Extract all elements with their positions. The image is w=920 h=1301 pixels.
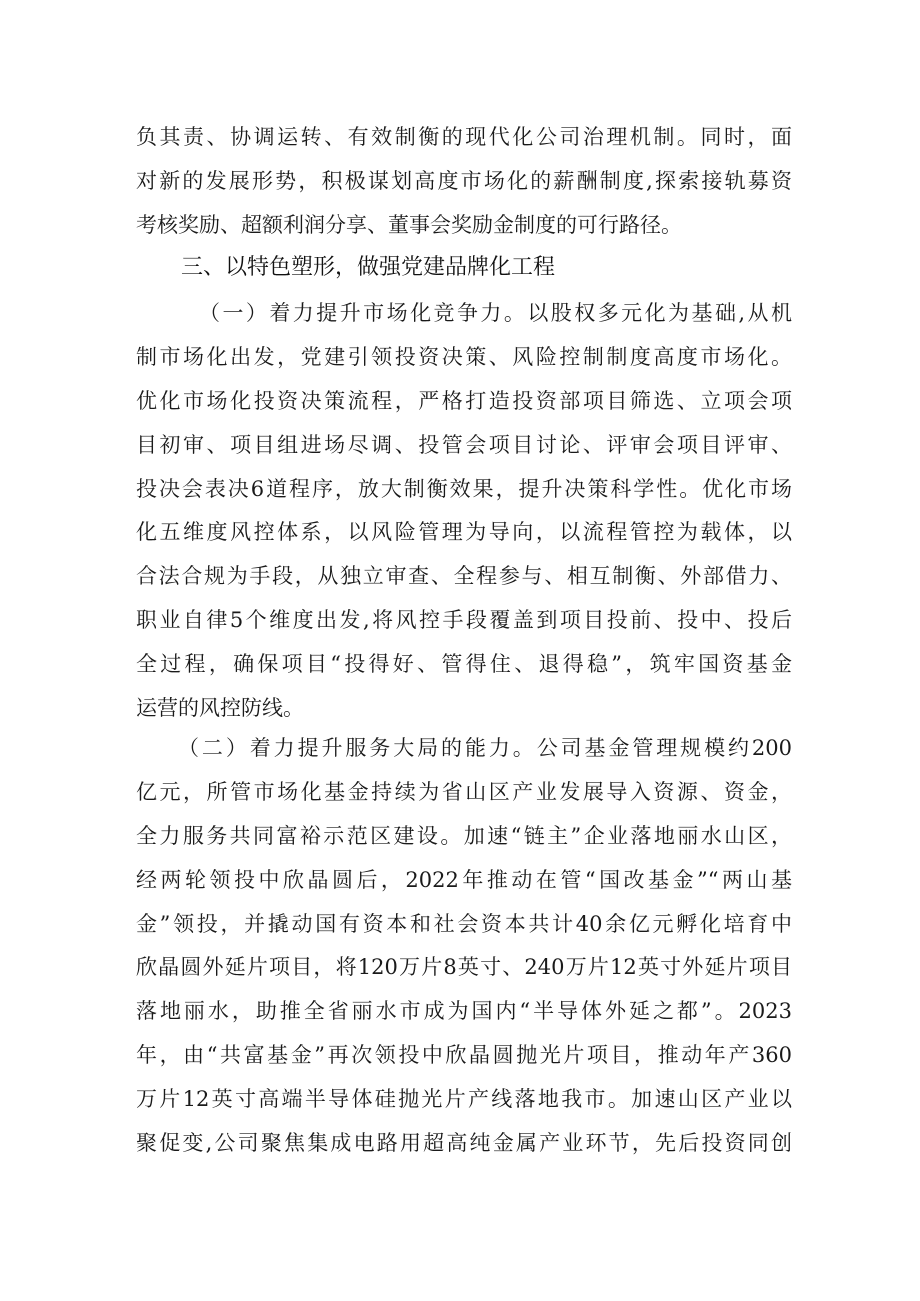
paragraph-top-line: 对新的发展形势，积极谋划高度市场化的薪酬制度,探索接轨募资 [136,168,792,193]
paragraph-top-line: 负其责、协调运转、有效制衡的现代化公司治理机制。同时，面 [136,125,792,149]
paragraph-one [136,292,792,731]
paragraph-two [136,727,792,1166]
paragraph-top [136,116,792,248]
paragraph-two-line: 欣晶圆外延片项目，将120万片8英寸、240万片12英寸外延片项目 [136,955,792,980]
paragraph-two-line: （二）着力提升服务大局的能力。公司基金管理规模约200 [178,736,792,760]
paragraph-two-line: 聚促变,公司聚焦集成电路用超高纯金属产业环节，先后投资同创 [136,1131,792,1156]
paragraph-two-line: 全力服务共同富裕示范区建设。加速“链主”企业落地丽水山区， [136,823,792,848]
paragraph-one-line: 制市场化出发，党建引领投资决策、风险控制制度高度市场化。 [136,344,792,369]
paragraph-two-line: 落地丽水，助推全省丽水市成为国内“半导体外延之都”。2023 [136,999,792,1024]
section-heading: 三、以特色塑形，做强党建品牌化工程 [181,255,556,280]
paragraph-two-line: 年，由“共富基金”再次领投中欣晶圆抛光片项目，推动年产360 [136,1043,792,1068]
paragraph-two-line: 万片12英寸高端半导体硅抛光片产线落地我市。加速山区产业以 [136,1087,792,1112]
paragraph-one-line: （一）着力提升市场化竞争力。以股权多元化为基础,从机 [199,301,792,325]
paragraph-one-line: 目初审、项目组进场尽调、投管会项目讨论、评审会项目评审、 [136,432,792,457]
paragraph-one-line: 全过程，确保项目“投得好、管得住、退得稳”，筑牢国资基金 [136,652,792,677]
paragraph-two-line: 亿元，所管市场化基金持续为省山区产业发展导入资源、资金， [136,779,792,804]
paragraph-two-line: 金”领投，并撬动国有资本和社会资本共计40余亿元孵化培育中 [136,911,792,936]
paragraph-one-line: 投决会表决6道程序，放大制衡效果，提升决策科学性。优化市场 [136,476,792,501]
paragraph-one-line: 运营的风控防线。 [136,696,304,721]
paragraph-top-line: 考核奖励、超额利润分享、董事会奖励金制度的可行路径。 [136,212,682,237]
paragraph-two-line: 经两轮领投中欣晶圆后，2022年推动在管“国改基金”“两山基 [136,867,792,892]
paragraph-one-line: 化五维度风控体系，以风险管理为导向，以流程管控为载体，以 [136,520,792,545]
paragraph-one-line: 职业自律5个维度出发,将风控手段覆盖到项目投前、投中、投后 [136,608,792,633]
paragraph-one-line: 优化市场化投资决策流程，严格打造投资部项目筛选、立项会项 [136,388,792,413]
paragraph-one-line: 合法合规为手段，从独立审查、全程参与、相互制衡、外部借力、 [136,564,792,589]
